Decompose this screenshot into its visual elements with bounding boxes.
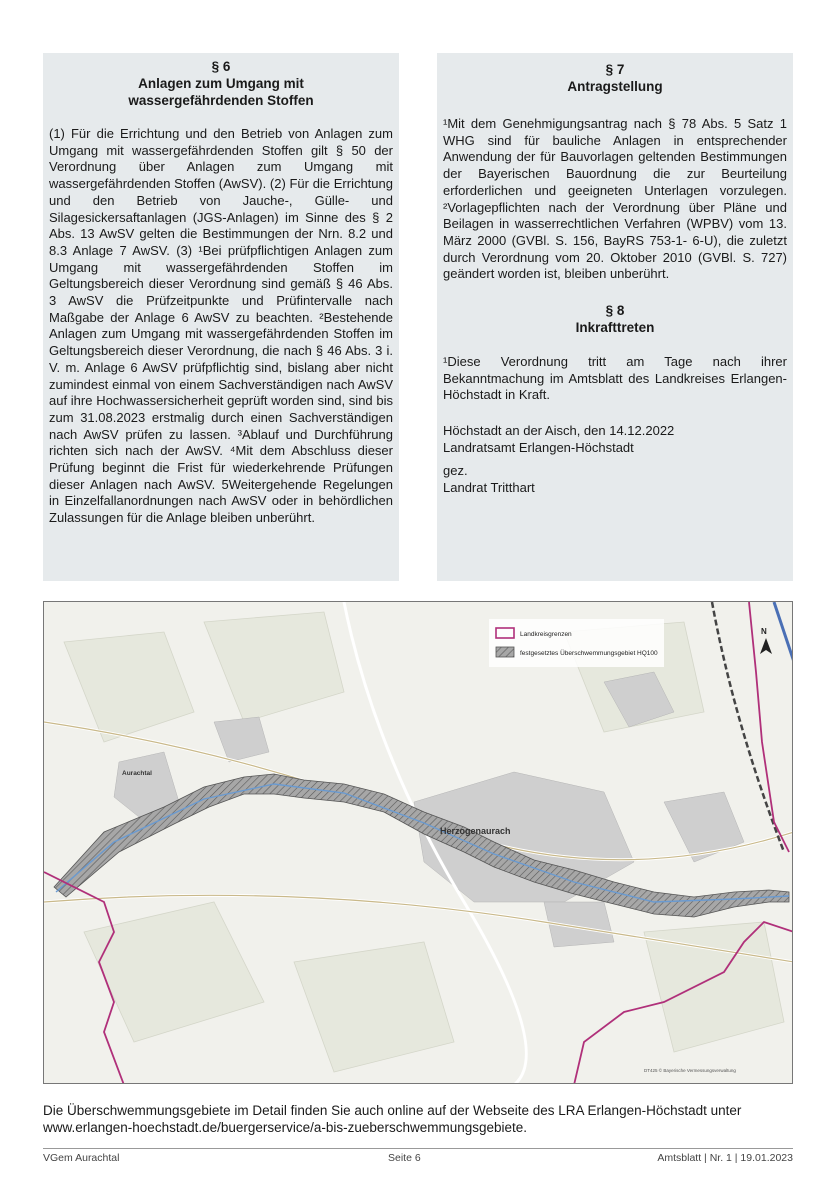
section-6-title-line1: Anlagen zum Umgang mit [138, 76, 304, 91]
section-6-text: (1) Für die Errichtung und den Betrieb von Anlagen zum Umgang mit wassergefährdenden Stoffen gilt § 50 der Verordnung über Anlagen zum Umgang mit wassergefährdenden Stoffen (AwSV). (2) Für die Errichtung und den Betrieb von Jauche-, Gülle- und Silagesickersaftanlagen (JGS-Anlagen) im Sinne des § 2 Abs. 13 AwSV gelten die Bestimmungen der Nrn. 8.2 und 8.3 Anlage 7 AwSV. (3) ¹Bei prüfpflichtigen Anlagen zum Umgang mit wassergefährdenden Stoffen im Geltungsbereich dieser Verordnung sind gemäß § 46 Abs. 3 AwSV die Prüfzeitpunkte und Prüfintervalle nach Maßgabe der Anlage 6 AwSV zu beachten. ²Bestehende Anlagen zum Umgang mit wassergefährdenden Stoffen im Geltungsbereich dieser Verordnung, die nach § 46 Abs. 3 i. V. m. Anlage 6 AwSV prüfpflichtig sind, bislang aber nicht zumindest einmal von einem Sachverständigen nach AwSV auf ihre Hochwassersicherheit geprüft worden sind, sind bis zum 31.08.2023 erstmalig durch einen Sachverständigen nach AwSV prüfen zu lassen. ³Ablauf und Durchführung richten sich nach der AwSV. ⁴Mit dem Abschluss dieser Prüfung beginnt die Frist für wiederkehrende Prüfungen dieser Anlagen nach AwSV. 5Weitergehende Regelungen in Einzelfallanordnungen nach AwSV oder in behördlichen Zulassungen für die Anlage bleiben unberührt. [49, 126, 393, 526]
footer-right: Amtsblatt | Nr. 1 | 19.01.2023 [657, 1152, 793, 1164]
signed: gez. [443, 463, 468, 479]
section-7-8-box [437, 53, 793, 581]
footer-page: Seite 6 [388, 1152, 421, 1164]
signer: Landrat Tritthart [443, 480, 535, 496]
section-7-title: Antragstellung [567, 79, 663, 94]
legend-flood-swatch [496, 647, 514, 657]
north-label: N [761, 627, 767, 636]
authority: Landratsamt Erlangen-Höchstadt [443, 440, 634, 456]
footer-left: VGem Aurachtal [43, 1152, 120, 1164]
section-7-text: ¹Mit dem Genehmigungsantrag nach § 78 Abs. 5 Satz 1 WHG sind für bauliche Anlagen in entsprechender Anwendung der für Bauvorlagen geltenden Bestimmungen der Bayerischen Bauordnung die zur Beurteilung erforderlichen und geeigneten Unterlagen vorzulegen. ²Vorlagepflichten nach der Verordnung über Pläne und Beilagen in wasserrechtlichen Verfahren (WPBV) vom 13. März 2000 (GVBl. S. 156, BayRS 753-1- 6-U), die zuletzt durch Verordnung vom 20. Oktober 2010 (GVBl. S. 727) geändert worden ist, bleiben unberührt. [443, 116, 787, 282]
caption-line1: Die Überschwemmungsgebiete im Detail finden Sie auch online auf der Webseite des LRA Erlangen-Höchstadt unter [43, 1103, 742, 1118]
place-date: Höchstadt an der Aisch, den 14.12.2022 [443, 423, 675, 439]
section-8-text: ¹Diese Verordnung tritt am Tage nach ihrer Bekanntmachung im Amtsblatt des Landkreises Erlangen-Höchstadt in Kraft. [443, 354, 787, 403]
town-label-aurachtal: Aurachtal [122, 770, 152, 777]
section-6-box [43, 53, 399, 581]
town-label-herzogenaurach: Herzogenaurach [440, 826, 511, 836]
section-6-title-line2: wassergefährdenden Stoffen [128, 93, 314, 108]
legend-boundary-label: Landkreisgrenzen [520, 631, 572, 638]
caption-url[interactable]: www.erlangen-hoechstadt.de/buergerservice/a-bis-zueberschwemmungsgebiete. [43, 1120, 528, 1135]
map-graphic [44, 602, 793, 1084]
map-copyright: DT425 © Bayerische Vermessungsverwaltung [644, 1068, 736, 1073]
section-6-number: § 6 [211, 59, 231, 74]
footer-divider [43, 1148, 793, 1149]
flood-area-map [43, 601, 793, 1084]
section-8-title: Inkrafttreten [575, 320, 655, 336]
section-8-number: § 8 [605, 303, 625, 319]
map-caption [43, 1102, 803, 1136]
map-legend [489, 619, 664, 667]
legend-flood-label: festgesetztes Überschwemmungsgebiet HQ100 [520, 650, 658, 657]
section-7-number: § 7 [605, 62, 625, 77]
